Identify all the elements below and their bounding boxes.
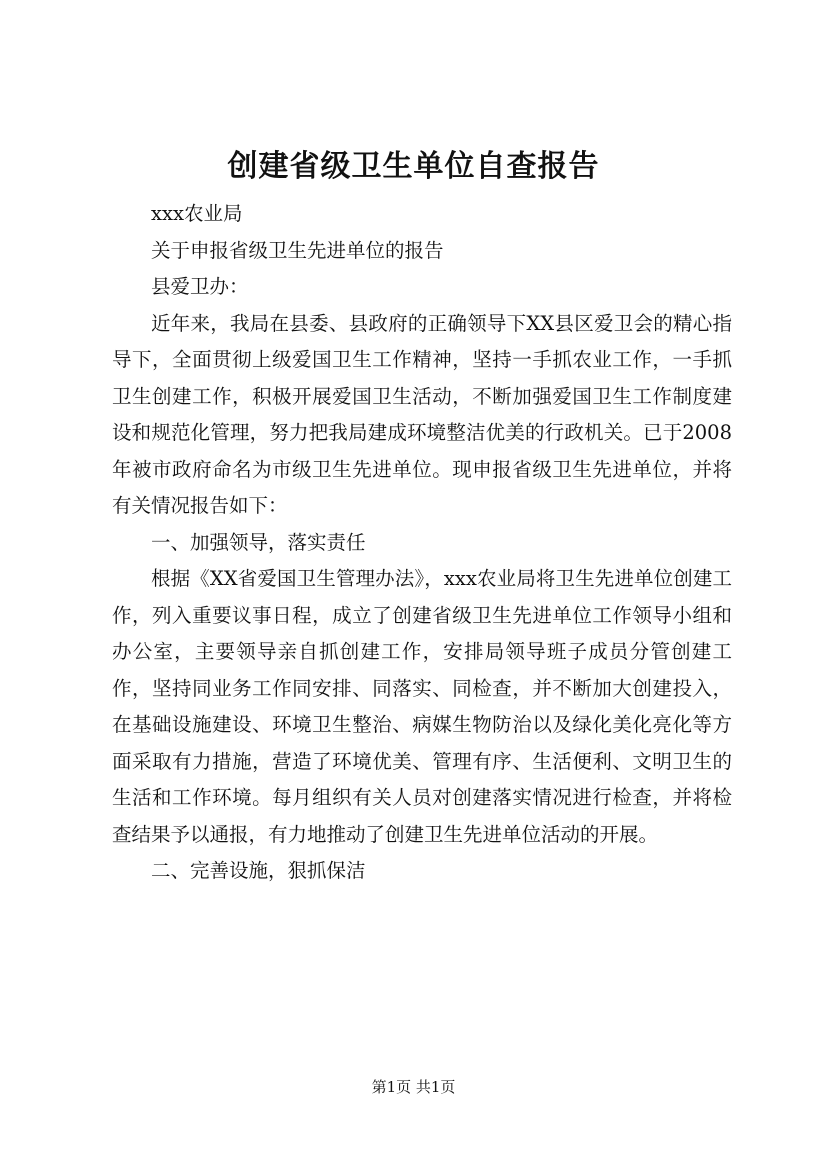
document-body xyxy=(112,196,732,890)
paragraph-issuer: xxx农业局 xyxy=(151,202,243,225)
paragraph-subject: 关于申报省级卫生先进单位的报告 xyxy=(151,238,444,262)
page-footer: 第1页 共1页 xyxy=(371,1078,456,1096)
section-heading-1: 一、加强领导，落实责任 xyxy=(151,530,366,554)
section-heading-2: 二、完善设施，狠抓保洁 xyxy=(151,859,366,882)
document-title: 创建省级卫生单位自查报告 xyxy=(227,149,600,184)
paragraph-intro: 近年来，我局在县委、县政府的正确领导下XX县区爱卫会的精心指导下，全面贯彻上级爱国卫生工作精神，坚持一手抓农业工作，一手抓卫生创建工作，积极开展爱国卫生活动，不断加强爱国卫生工作制度建设和规范化管理，努力把我局建成环境整洁优美的行政机关。已于2008年被市政府命名为市级卫生先进单位。现申报省级卫生先进单位，并将有关情况报告如下： xyxy=(112,311,732,517)
paragraph-recipient: 县爱卫办： xyxy=(151,275,249,298)
paragraph-section-1: 根据《XX省爱国卫生管理办法》，xxx农业局将卫生先进单位创建工作，列入重要议事日程，成立了创建省级卫生先进单位工作领导小组和办公室，主要领导亲自抓创建工作，安排局领导班子成员分管创建工作，坚持同业务工作同安排、同落实、同检查，并不断加大创建投入，在基础设施建设、环境卫生整治、病媒生物防治以及绿化美化亮化等方面采取有力措施，营造了环境优美、管理有序、生活便利、文明卫生的生活和工作环境。每月组织有关人员对创建落实情况进行检查，并将检查结果予以通报，有力地推动了创建卫生先进单位活动的开展。 xyxy=(112,567,732,846)
